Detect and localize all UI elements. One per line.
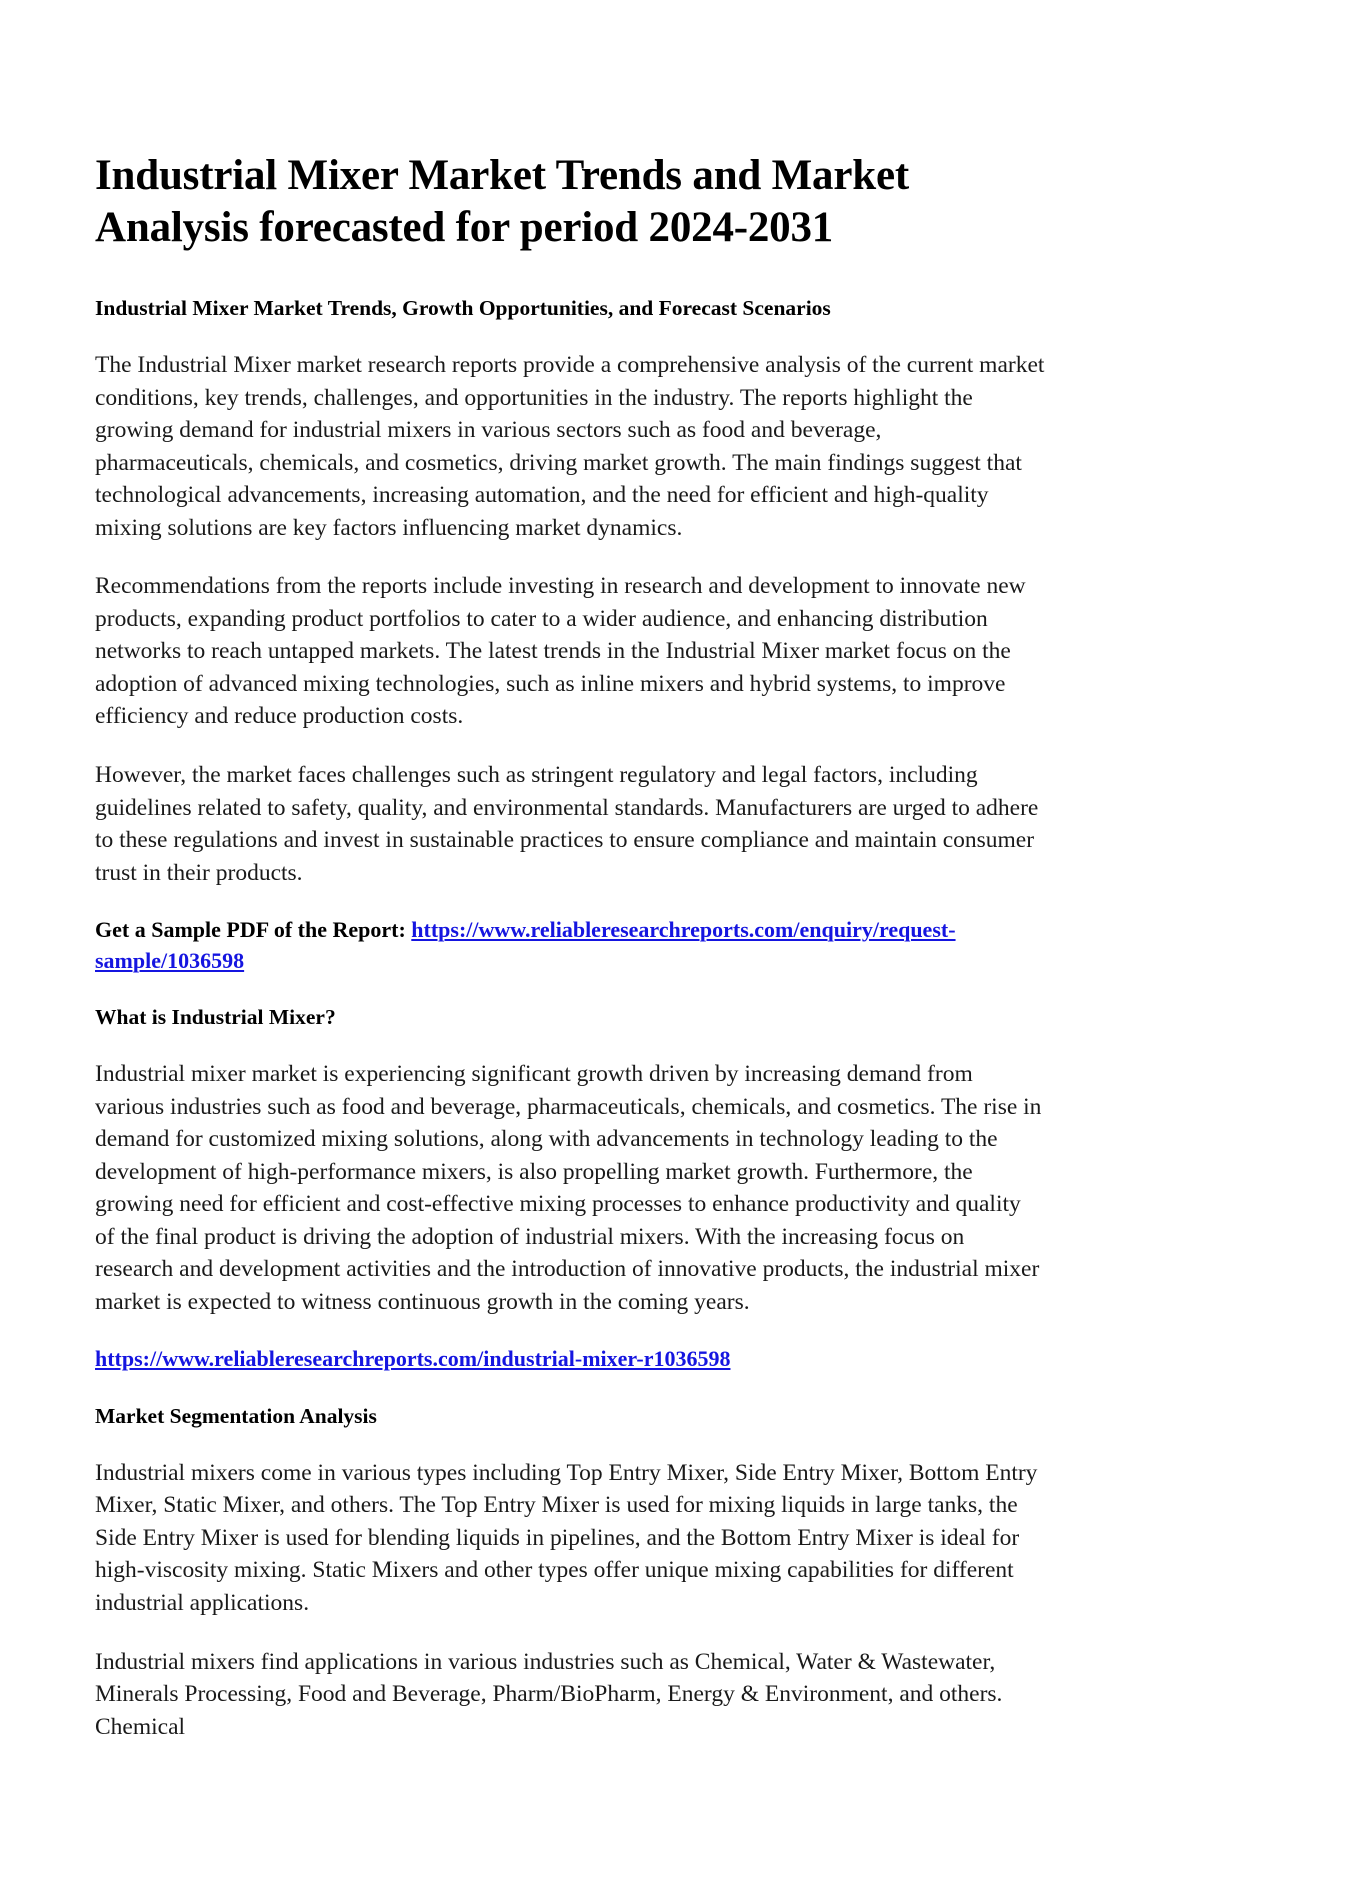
section-heading-what-is: What is Industrial Mixer? [95, 1004, 336, 1029]
sample-pdf-link[interactable]: https://www.reliableresearchreports.com/enquiry/request-sample/1036598 [95, 917, 956, 973]
paragraph-mixer-types: Industrial mixers come in various types including Top Entry Mixer, Side Entry Mixer, Bottom Entry Mixer, Static Mixer, and others. The Top Entry Mixer is used for mixing liquids in large tanks, the Side Entry Mixer is used for blending liquids in pipelines, and the Bottom Entry Mixer is ideal for high-viscosity mixing. Static Mixers and other types offer unique mixing capabilities for different industrial applications. [95, 1459, 1038, 1617]
sample-pdf-label: Get a Sample PDF of the Report: [95, 917, 412, 943]
paragraph-market-overview: The Industrial Mixer market research reports provide a comprehensive analysis of the current market conditions, key trends, challenges, and opportunities in the industry. The reports highlight the growing demand for industrial mixers in various sectors such as food and beverage, pharmaceuticals, chemicals, and cosmetics, driving market growth. The main findings suggest that technological advancements, increasing automation, and the need for efficient and high-quality mixing solutions are key factors influencing market dynamics. [95, 352, 1045, 541]
report-link-line [95, 1344, 1045, 1374]
paragraph-what-is-body: Industrial mixer market is experiencing significant growth driven by increasing demand from various industries such as food and beverage, pharmaceuticals, chemicals, and cosmetics. The rise in demand for customized mixing solutions, along with advancements in technology leading to the development of high-performance mixers, is also propelling market growth. Furthermore, the growing need for efficient and cost-effective mixing processes to enhance productivity and quality of the final product is driving the adoption of industrial mixers. With the increasing focus on research and development activities and the introduction of innovative products, the industrial mixer market is expected to witness continuous growth in the coming years. [95, 1061, 1042, 1315]
section-heading-segmentation: Market Segmentation Analysis [95, 1403, 377, 1428]
paragraph-challenges: However, the market faces challenges such as stringent regulatory and legal factors, including guidelines related to safety, quality, and environmental standards. Manufacturers are urged to adhere to these regulations and invest in sustainable practices to ensure compliance and maintain consumer trust in their products. [95, 762, 1039, 886]
report-page-link[interactable]: https://www.reliableresearchreports.com/industrial-mixer-r1036598 [95, 1346, 731, 1372]
page-title: Industrial Mixer Market Trends and Market Analysis forecasted for period 2024-2031 [95, 152, 909, 252]
sample-pdf-line [95, 915, 1045, 976]
section-heading-trends: Industrial Mixer Market Trends, Growth Opportunities, and Forecast Scenarios [95, 295, 831, 320]
paragraph-recommendations: Recommendations from the reports include investing in research and development to innovate new products, expanding product portfolios to cater to a wider audience, and enhancing distribution networks to reach untapped markets. The latest trends in the Industrial Mixer market focus on the adoption of advanced mixing technologies, such as inline mixers and hybrid systems, to improve efficiency and reduce production costs. [95, 573, 1026, 730]
paragraph-applications: Industrial mixers find applications in various industries such as Chemical, Water & Wastewater, Minerals Processing, Food and Beverage, Pharm/BioPharm, Energy & Environment, and others. Chemical [95, 1648, 1003, 1740]
